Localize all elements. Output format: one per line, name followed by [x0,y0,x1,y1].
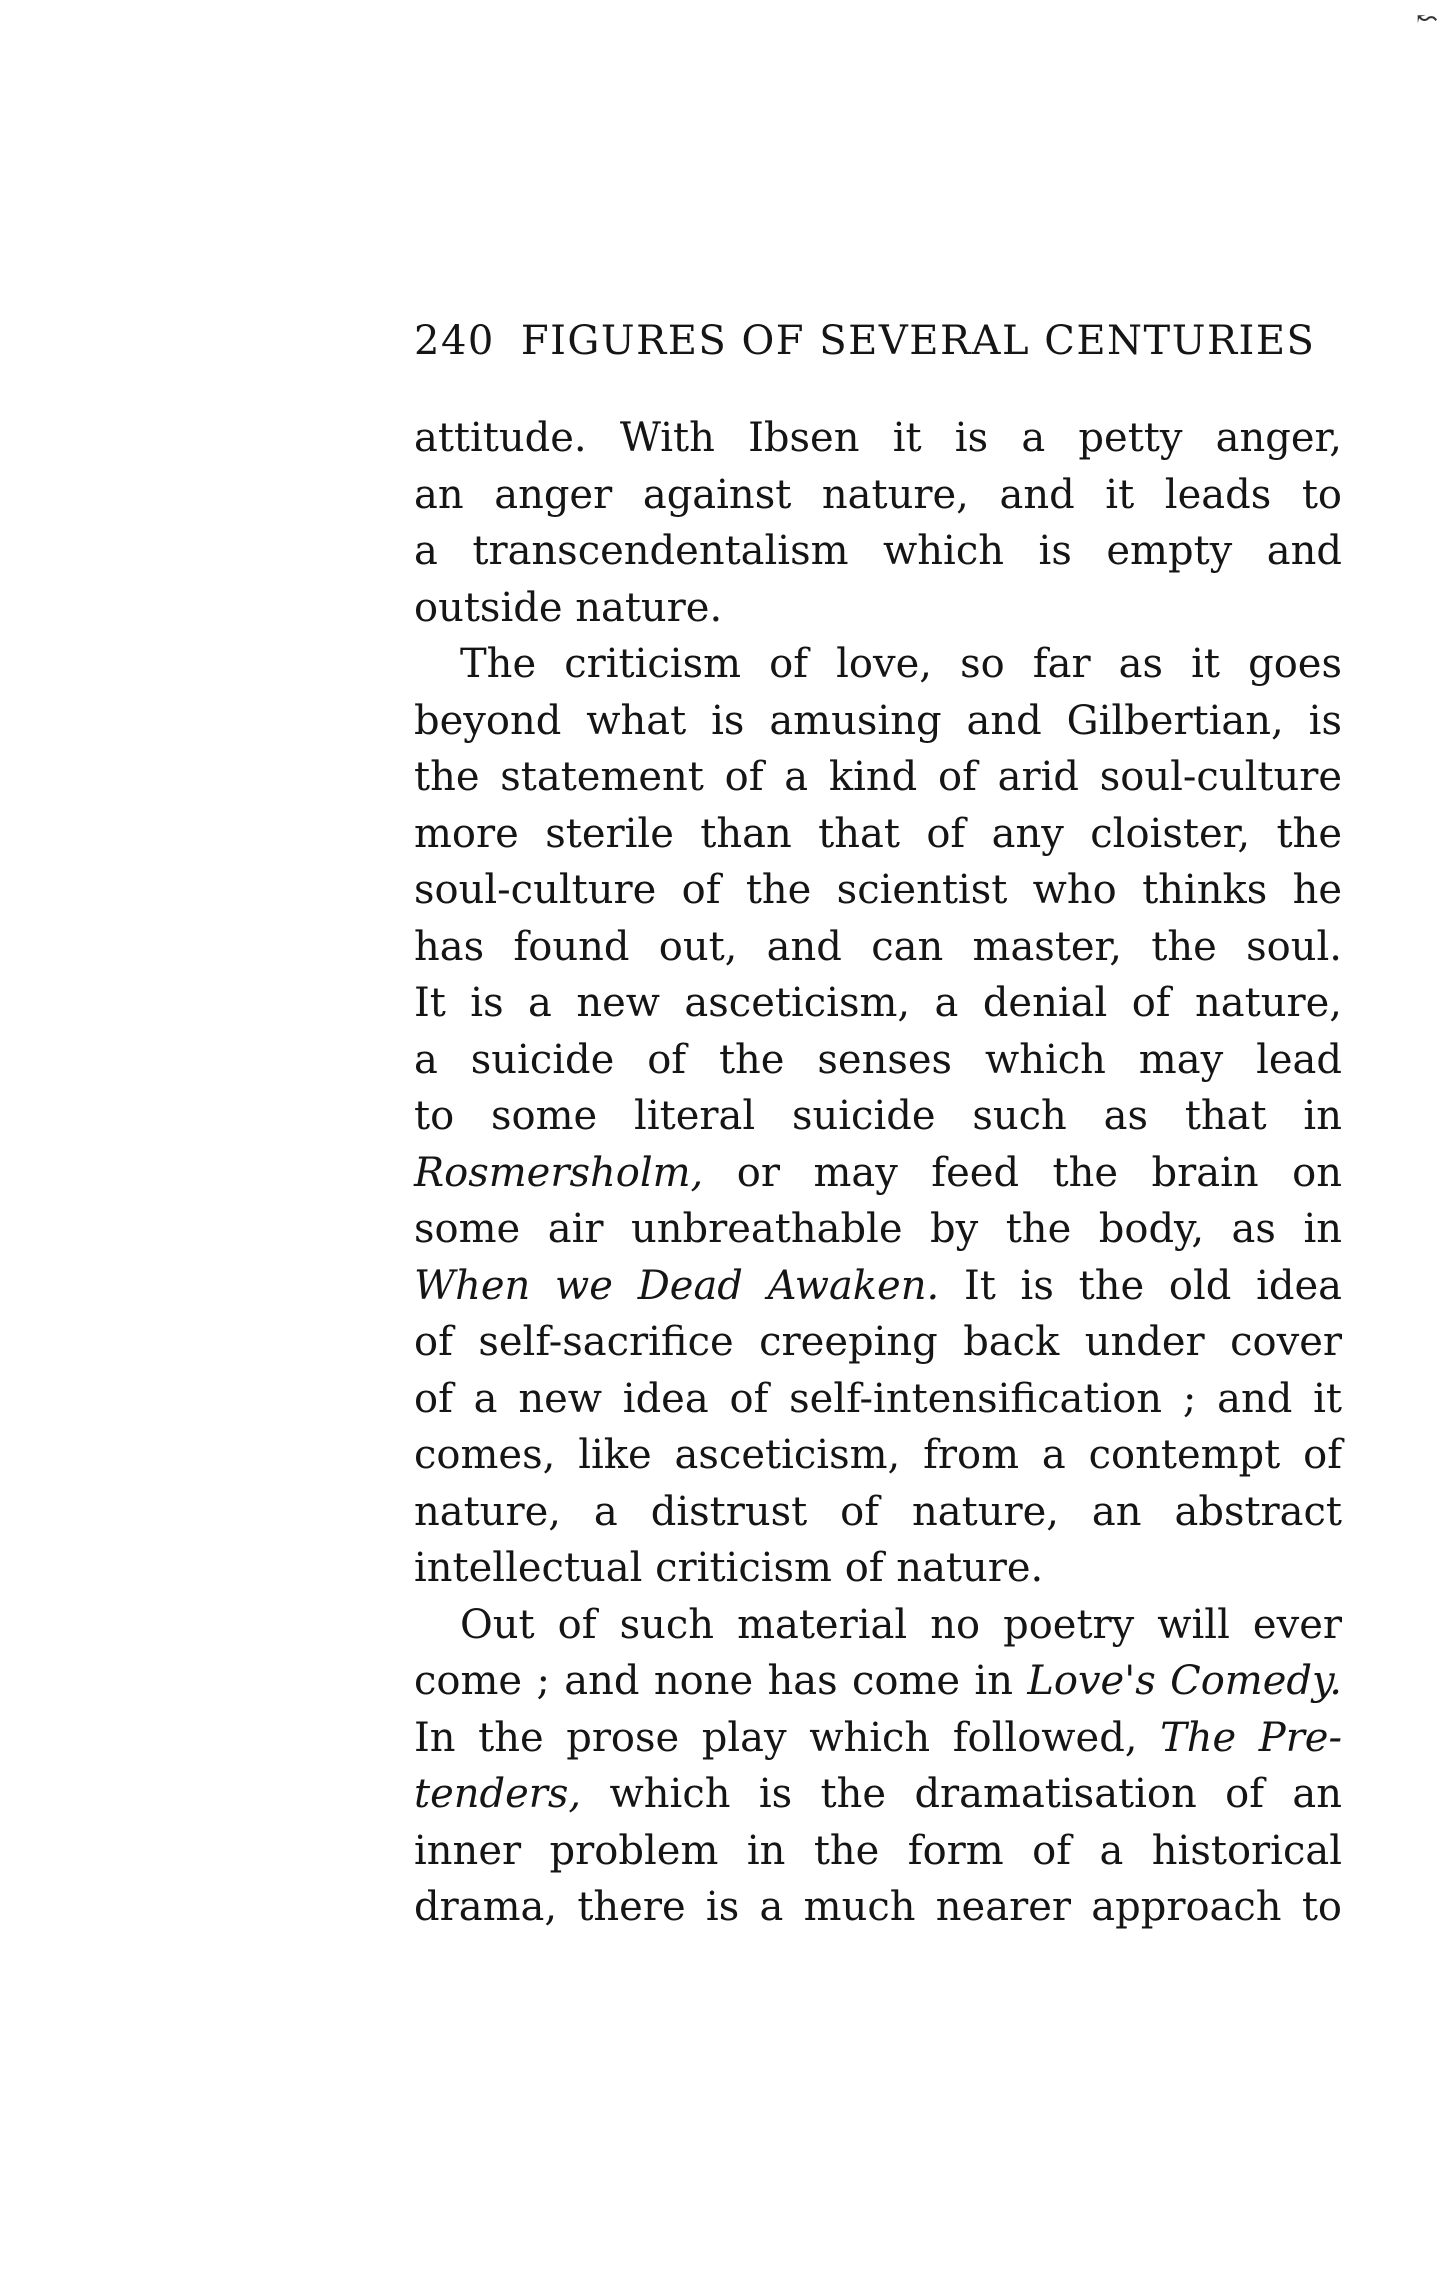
running-title: FIGURES OF SEVERAL CENTURIES [520,318,1316,364]
text-line: some air unbreathable by the body, as in [414,1206,1342,1252]
text-line: the statement of a kind of arid soul-culture [414,754,1342,800]
body-text [414,410,1342,1936]
text-line: Rosmersholm, or may feed the brain on [414,1149,1342,1196]
italic-title: Rosmersholm, [414,1149,704,1196]
italic-title: Love's Comedy. [1027,1658,1342,1704]
text-line: of self-sacrifice creeping back under cover [414,1319,1342,1365]
text-line: nature, a distrust of nature, an abstract [414,1488,1342,1535]
italic-title: The Pre- [1160,1714,1342,1761]
paragraph-end-line: intellectual criticism of nature. [414,1545,1044,1591]
text-line: It is a new asceticism, a denial of nature, [414,980,1342,1026]
text-line: attitude. With Ibsen it is a petty anger, [414,415,1342,461]
italic-title: When we Dead Awaken. [414,1262,940,1309]
text-line: a transcendentalism which is empty and [414,528,1342,574]
paragraph-start-line: Out of such material no poetry will ever [460,1601,1342,1648]
text-line: When we Dead Awaken. It is the old idea [414,1262,1342,1309]
text-line: beyond what is amusing and Gilbertian, is [414,697,1342,744]
text-line: of a new idea of self-intensification ; and it [414,1375,1342,1422]
corner-mark-icon: ↜ [1416,4,1438,34]
page-number: 240 [414,318,495,364]
text-line: more sterile than that of any cloister, the [414,810,1342,857]
text-line: soul-culture of the scientist who thinks he [414,867,1342,913]
text-line: has found out, and can master, the soul. [414,923,1342,970]
text-line: comes, like asceticism, from a contempt of [414,1432,1342,1478]
text-line: come ; and none has come in Love's Comedy. [414,1658,1342,1704]
text-line: In the prose play which followed, The Pre- [414,1714,1342,1761]
text-line: a suicide of the senses which may lead [414,1036,1342,1083]
text-line: tenders, which is the dramatisation of an [414,1771,1342,1817]
paragraph-end-line: outside nature. [414,584,723,631]
paragraph-start-line: The criticism of love, so far as it goes [460,641,1342,687]
italic-title: tenders, [414,1771,582,1817]
text-line: to some literal suicide such as that in [414,1093,1342,1139]
text-line: inner problem in the form of a historical [414,1827,1342,1874]
text-line: an anger against nature, and it leads to [414,471,1342,518]
running-header [414,318,1314,364]
text-line: drama, there is a much nearer approach to [414,1884,1342,1930]
